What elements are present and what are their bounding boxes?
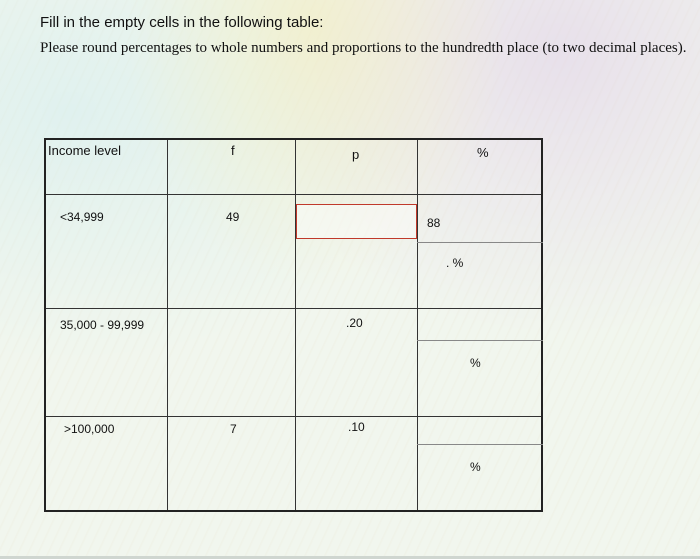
row1-f: 49 bbox=[226, 210, 240, 224]
row1-p-input[interactable] bbox=[296, 204, 417, 239]
cell-divider bbox=[417, 242, 543, 243]
row1-income: <34,999 bbox=[60, 210, 104, 224]
header-income-level: Income level bbox=[48, 143, 121, 158]
cell-divider bbox=[417, 340, 543, 341]
row3-f: 7 bbox=[230, 422, 237, 436]
row2-percent-input[interactable]: % bbox=[470, 356, 481, 370]
row2-f-input[interactable] bbox=[226, 318, 286, 336]
column-divider bbox=[295, 140, 296, 510]
instruction-line-1: Fill in the empty cells in the following table: bbox=[40, 14, 324, 31]
row3-income: >100,000 bbox=[64, 422, 115, 436]
row-divider bbox=[46, 416, 541, 417]
row-divider bbox=[46, 308, 541, 309]
column-divider bbox=[167, 140, 168, 510]
row2-p: .20 bbox=[346, 316, 363, 330]
income-table bbox=[44, 138, 543, 512]
cell-divider bbox=[417, 444, 543, 445]
row3-percent-input[interactable]: % bbox=[470, 460, 481, 474]
header-percent: % bbox=[477, 145, 489, 160]
row-divider bbox=[46, 194, 541, 195]
header-p: p bbox=[352, 147, 360, 162]
instruction-line-2: Please round percentages to whole numbers and proportions to the hundredth place (to two decimal places). bbox=[40, 40, 687, 56]
row1-percent-input[interactable]: . % bbox=[446, 256, 464, 270]
row3-p: .10 bbox=[348, 420, 365, 434]
row2-income: 35,000 - 99,999 bbox=[60, 318, 145, 332]
column-divider bbox=[417, 140, 418, 510]
row1-percent-value: 88 bbox=[427, 216, 441, 230]
header-f: f bbox=[231, 143, 235, 158]
